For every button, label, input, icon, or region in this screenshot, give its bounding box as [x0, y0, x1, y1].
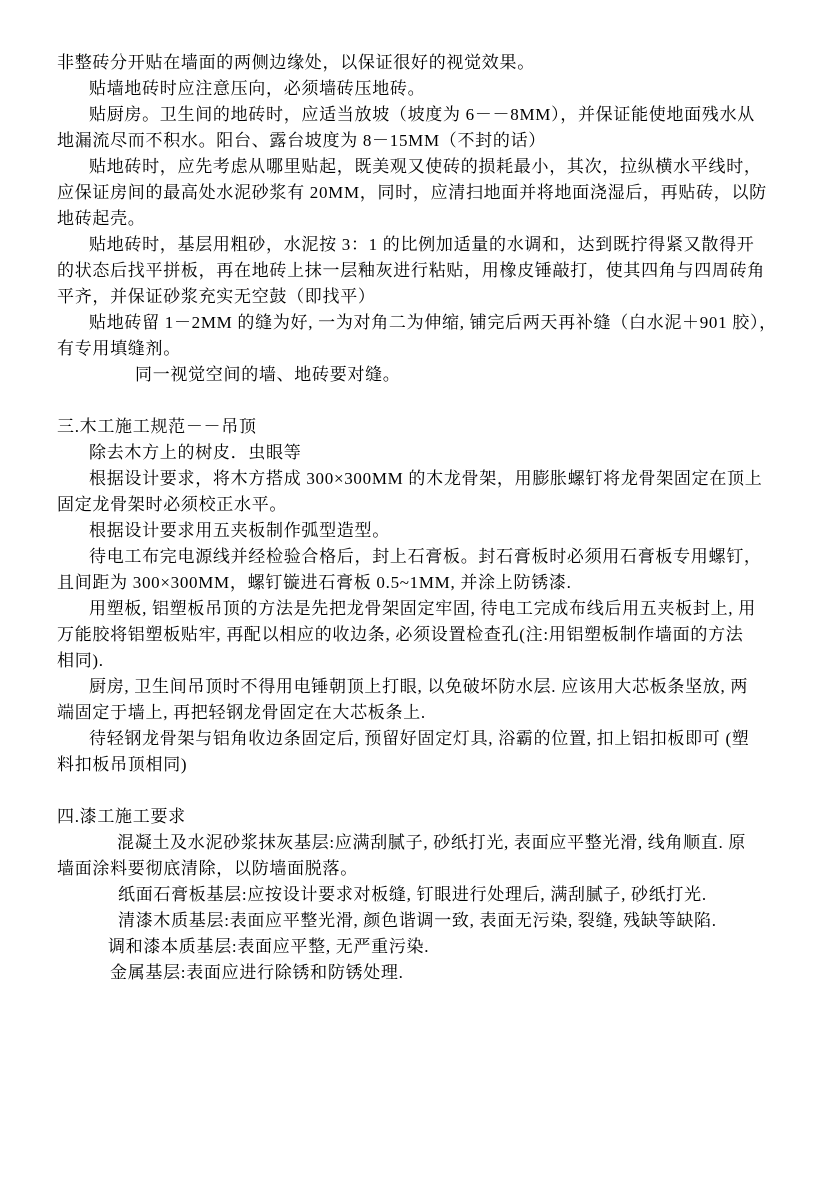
- document-lines: [57, 50, 777, 986]
- text-line: 贴墙地砖时应注意压向，必须墙砖压地砖。: [89, 79, 426, 98]
- text-line: 固定龙骨架时必须校正水平。: [57, 495, 288, 514]
- text-line: 贴地砖留 1－2MM 的缝为好, 一为对角二为伸缩, 铺完后两天再补缝（白水泥＋901 胶），: [89, 313, 777, 332]
- text-line: 用塑板, 铝塑板吊顶的方法是先把龙骨架固定牢固, 待电工完成布线后用五夹板封上, 用: [89, 599, 756, 618]
- text-line: 贴地砖时，应先考虑从哪里贴起，既美观又使砖的损耗最小，其次，拉纵横水平线时，: [89, 157, 762, 176]
- text-line: 地砖起壳。: [57, 209, 146, 228]
- text-line: 相同).: [57, 651, 104, 670]
- blank-line: [57, 778, 773, 804]
- text-line: 金属基层:表面应进行除锈和防锈处理.: [110, 963, 404, 982]
- text-line: 有专用填缝剂。: [57, 339, 181, 358]
- text-line: 贴厨房。卫生间的地砖时，应适当放坡（坡度为 6－－8MM），并保证能使地面残水从: [89, 105, 755, 124]
- text-line: 纸面石膏板基层:应按设计要求对板缝, 钉眼进行处理后, 满刮腻子, 砂纸打光.: [118, 885, 707, 904]
- section-heading: 四.漆工施工要求: [57, 807, 186, 826]
- text-line: 根据设计要求，将木方搭成 300×300MM 的木龙骨架，用膨胀螺钉将龙骨架固定在顶上: [89, 469, 763, 488]
- text-line: 厨房, 卫生间吊顶时不得用电锤朝顶上打眼, 以免破坏防水层. 应该用大芯板条坚放, 两: [89, 677, 749, 696]
- text-line: 的状态后找平拼板，再在地砖上抹一层釉灰进行粘贴，用橡皮锤敲打，使其四角与四周砖角: [57, 261, 765, 280]
- text-line: 清漆木质基层:表面应平整光滑, 颜色谐调一致, 表面无污染, 裂缝, 残缺等缺陷.: [118, 911, 717, 930]
- blank-line: [57, 388, 773, 414]
- text-line: 应保证房间的最高处水泥砂浆有 20MM，同时，应清扫地面并将地面浇湿后，再贴砖，以防: [57, 183, 767, 202]
- text-line: 地漏流尽而不积水。阳台、露台坡度为 8－15MM（不封的话）: [57, 131, 546, 150]
- text-line: 非整砖分开贴在墙面的两侧边缘处，以保证很好的视觉效果。: [57, 53, 535, 72]
- text-line: 平齐，并保证砂浆充实无空鼓（即找平）: [57, 287, 376, 306]
- text-line: 除去木方上的树皮．虫眼等: [89, 443, 302, 462]
- text-line: 贴地砖时，基层用粗砂，水泥按 3：1 的比例加适量的水调和，达到既拧得紧又散得开: [89, 235, 755, 254]
- text-line: 混凝土及水泥砂浆抹灰基层:应满刮腻子, 砂纸打光, 表面应平整光滑, 线角顺直. 原: [117, 833, 747, 852]
- text-line: 端固定于墙上, 再把轻钢龙骨固定在大芯板条上.: [57, 703, 426, 722]
- text-line: 调和漆本质基层:表面应平整, 无严重污染.: [108, 937, 430, 956]
- text-line: 待电工布完电源线并经检验合格后，封上石膏板。封石膏板时必须用石膏板专用螺钉，: [89, 547, 762, 566]
- text-line: 同一视觉空间的墙、地砖要对缝。: [135, 365, 401, 384]
- text-line: 墙面涂料要彻底清除，以防墙面脱落。: [57, 859, 358, 878]
- text-line: 且间距为 300×300MM，螺钉镟进石膏板 0.5~1MM, 并涂上防锈漆.: [57, 573, 572, 592]
- text-line: 料扣板吊顶相同): [57, 755, 188, 774]
- text-line: 根据设计要求用五夹板制作弧型造型。: [89, 521, 390, 540]
- text-line: 万能胶将铝塑板贴牢, 再配以相应的收边条, 必须设置检查孔(注:用铝塑板制作墙面的方法: [57, 625, 744, 644]
- section-heading: 三.木工施工规范－－吊顶: [57, 417, 257, 436]
- text-line: 待轻钢龙骨架与铝角收边条固定后, 预留好固定灯具, 浴霸的位置, 扣上铝扣板即可 (塑: [89, 729, 750, 748]
